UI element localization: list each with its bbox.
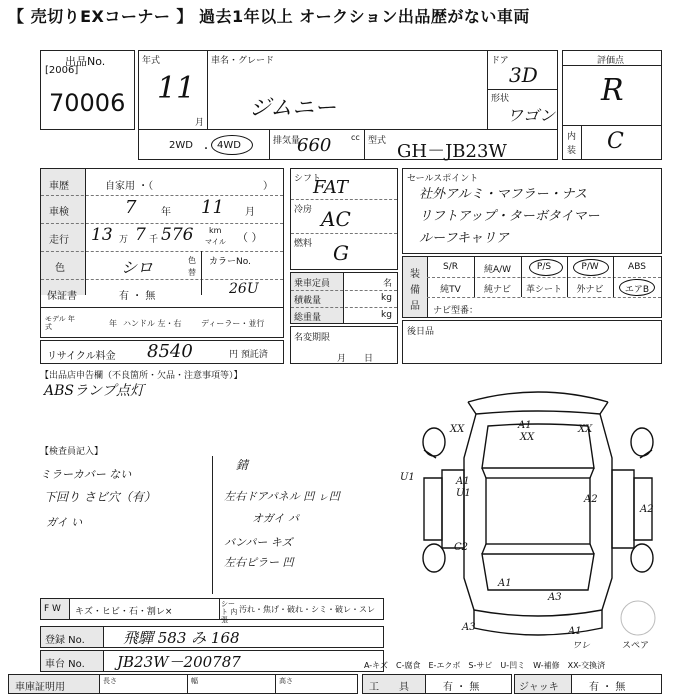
equip-tv: 純TV bbox=[440, 285, 461, 295]
mileage-unit-mile: マイル bbox=[205, 238, 226, 246]
jack-box bbox=[514, 674, 662, 694]
history-label: 車歴 bbox=[49, 181, 69, 192]
equip-leather: 革シート bbox=[525, 285, 562, 295]
diagram-mark-1: XX bbox=[450, 424, 465, 435]
lot-label: 出品No. bbox=[65, 55, 106, 68]
name-label: 車名・グレード bbox=[211, 56, 275, 66]
month-label: 月 bbox=[195, 118, 205, 128]
model-type-label: モデル 年式 bbox=[45, 315, 75, 331]
gross-label: 総重量 bbox=[294, 313, 322, 323]
chassis-box bbox=[40, 650, 384, 672]
middle-info-box bbox=[290, 168, 398, 270]
interior-value: C bbox=[607, 129, 624, 154]
capacity-box bbox=[290, 272, 398, 324]
diagram-mark-5: A1 bbox=[456, 476, 470, 487]
diagram-mark-4: XX bbox=[520, 432, 535, 443]
declaration-section bbox=[40, 368, 340, 408]
recycle-unit: 円 預託済 bbox=[229, 350, 268, 360]
sales-points-label: セールスポイント bbox=[407, 174, 479, 184]
model-label: 型式 bbox=[368, 136, 387, 146]
legend-text: A-キズ C-腐食 E-エクボ S-サビ U-凹ミ W-補修 XX-交換済 bbox=[364, 661, 606, 670]
diagram-mark-2: XX bbox=[578, 424, 593, 435]
diagram-mark-3: A1 bbox=[518, 420, 532, 431]
inspection-month-value: 11 bbox=[201, 197, 224, 218]
inspector-right-1: 錆 bbox=[236, 458, 249, 472]
gross-unit: kg bbox=[381, 310, 392, 320]
grade-box bbox=[562, 50, 662, 160]
load-label: 積載量 bbox=[294, 296, 322, 306]
lot-number-box bbox=[40, 50, 135, 130]
cert-label: 車庫証明用 bbox=[15, 682, 65, 693]
equip-navi: 純ナビ bbox=[483, 285, 511, 295]
model-type-handle: ハンドル 左・右 bbox=[123, 319, 182, 328]
load-unit: kg bbox=[381, 293, 392, 303]
color-no-label: カラーNo. bbox=[209, 257, 251, 267]
mileage-unit-km: km bbox=[209, 226, 222, 235]
jack-label: ジャッキ bbox=[519, 682, 559, 693]
inspection-year-unit: 年 bbox=[161, 207, 171, 218]
inspector-right-3: オガイ パ bbox=[252, 512, 299, 525]
year-label: 年式 bbox=[142, 56, 161, 66]
inspector-title: 【検査員記入】 bbox=[40, 447, 104, 457]
model-value: GH－JB23W bbox=[397, 141, 507, 162]
history-close: ） bbox=[263, 181, 273, 192]
model-type-dealer: ディーラー・並行 bbox=[201, 319, 265, 328]
diagram-mark-11: U1 bbox=[400, 472, 415, 483]
tools-label: 工 具 bbox=[369, 682, 409, 693]
back-date-label: 後日品 bbox=[407, 327, 435, 337]
warranty-value: 有 ・ 無 bbox=[119, 291, 156, 302]
equip-aw: 純A/W bbox=[483, 265, 512, 275]
diagram-mark-6: A2 bbox=[584, 494, 598, 505]
grade-label: 評価点 bbox=[597, 56, 625, 66]
diagram-mark-7: U1 bbox=[456, 488, 471, 499]
registration-value: 飛驒 583 み 168 bbox=[123, 629, 240, 647]
fuel-label: 燃料 bbox=[294, 239, 313, 249]
displacement-unit: cc bbox=[351, 133, 360, 142]
fw-box bbox=[40, 598, 384, 624]
tools-box bbox=[362, 674, 512, 694]
equip-navi-model: ナビ型番： bbox=[433, 306, 479, 316]
diagram-mark-12: A3 bbox=[462, 622, 476, 633]
mileage-man-value: 13 bbox=[91, 225, 113, 245]
passengers-label: 乗車定員 bbox=[294, 279, 331, 289]
header-bar bbox=[8, 4, 692, 30]
name-value: ジムニー bbox=[249, 96, 337, 121]
aircon-label: 冷房 bbox=[294, 205, 313, 215]
inspector-section bbox=[40, 444, 400, 594]
declaration-value: ABSランプ点灯 bbox=[44, 383, 144, 399]
model-type-year-unit: 年 bbox=[109, 319, 117, 328]
displacement-value: 660 bbox=[297, 135, 332, 156]
year-value: 11 bbox=[157, 71, 196, 106]
color-label: 色 bbox=[55, 263, 65, 274]
equip-sr: S/R bbox=[443, 262, 458, 272]
passengers-unit: 名 bbox=[383, 279, 393, 289]
equip-abs: ABS bbox=[628, 262, 646, 272]
inspection-label: 車検 bbox=[49, 207, 69, 218]
color-value: シロ bbox=[121, 258, 154, 277]
shape-value: ワゴン bbox=[507, 106, 556, 125]
inspector-right-4: バンパー キズ bbox=[224, 536, 293, 549]
equipment-label-3: 品 bbox=[410, 301, 420, 312]
inspector-left-3: ガイ い bbox=[46, 516, 83, 529]
shift-label: シフト bbox=[294, 174, 322, 184]
interior-label-2: 装 bbox=[567, 146, 577, 156]
sales-points-box bbox=[402, 168, 662, 254]
equip-ext-navi: 外ナビ bbox=[576, 285, 604, 295]
sales-points-line3: ルーフキャリア bbox=[419, 231, 509, 246]
cert-box bbox=[8, 674, 358, 694]
mileage-rest: 576 bbox=[161, 225, 194, 245]
equip-ps: P/S bbox=[536, 262, 552, 272]
diagram-spare: スペア bbox=[622, 641, 650, 651]
shape-label: 形状 bbox=[491, 94, 510, 104]
name-change-unit: 月 日 bbox=[337, 354, 374, 364]
shift-value: FAT bbox=[313, 177, 348, 198]
recycle-label: リサイクル料金 bbox=[47, 351, 116, 362]
fw-sheet-value: 汚れ・焦げ・破れ・シミ・破レ・スレ bbox=[239, 605, 375, 614]
inspector-left-2: 下回り さビ穴（有） bbox=[44, 490, 156, 504]
diagram-mark-8: C2 bbox=[454, 542, 469, 553]
equipment-label-1: 装 bbox=[410, 269, 420, 280]
doors-label: ドア bbox=[491, 56, 509, 66]
lot-number: 70006 bbox=[49, 89, 126, 117]
lot-year-tag: [2006] bbox=[45, 65, 79, 76]
recycle-value: 8540 bbox=[147, 341, 193, 362]
diagram-mark-15: A2 bbox=[640, 504, 654, 515]
fuel-value: G bbox=[333, 241, 349, 265]
diagram-mark-14: ワレ bbox=[572, 641, 591, 651]
equipment-label-2: 備 bbox=[410, 285, 420, 296]
color-no-value: 26U bbox=[229, 281, 259, 297]
inspector-left-1: ミラーカバー ない bbox=[40, 468, 132, 481]
displacement-label: 排気量 bbox=[273, 136, 301, 146]
recycle-box bbox=[40, 340, 284, 364]
chassis-label: 車台 No. bbox=[45, 659, 85, 670]
inspector-right-5: 左右ピラー 凹 bbox=[224, 556, 294, 569]
mileage-sen-unit: 千 bbox=[149, 235, 159, 245]
color-change-label-2: 替 bbox=[188, 268, 196, 277]
mileage-man-unit: 万 bbox=[119, 235, 129, 245]
diagram-mark-13: A1 bbox=[568, 626, 582, 637]
declaration-title: 【出品店申告欄（不良箇所・欠品・注意事項等）】 bbox=[40, 371, 243, 381]
drive-2wd: 2WD bbox=[169, 140, 193, 151]
aircon-value: AC bbox=[321, 207, 351, 231]
header-title: 【 売切りEXコーナー 】 過去1年以上 オークション出品歴がない車両 bbox=[8, 7, 530, 26]
mileage-sen-value: 7 bbox=[135, 225, 146, 245]
history-value: 自家用 ・（ bbox=[105, 181, 154, 192]
tools-value: 有 ・ 無 bbox=[443, 682, 480, 693]
inspector-right-2: 左右ドアパネル 凹 ㇾ凹 bbox=[224, 490, 340, 503]
left-info-box bbox=[40, 168, 284, 338]
diagram-mark-9: A1 bbox=[498, 578, 512, 589]
equip-pw: P/W bbox=[581, 262, 599, 272]
name-change-label: 名変期限 bbox=[294, 333, 331, 343]
mileage-label: 走行 bbox=[49, 235, 69, 246]
cert-width: 幅 bbox=[191, 677, 198, 685]
cert-height: 高さ bbox=[279, 677, 293, 685]
interior-label-1: 内 bbox=[567, 132, 577, 142]
mileage-paren: （ ） bbox=[237, 231, 263, 244]
jack-value: 有 ・ 無 bbox=[589, 682, 626, 693]
drive-4wd: 4WD bbox=[217, 140, 241, 151]
registration-box bbox=[40, 626, 384, 648]
equipment-box bbox=[402, 256, 662, 318]
doors-value: 3D bbox=[509, 63, 538, 87]
fw-label: F W bbox=[44, 604, 61, 614]
grade-value: R bbox=[601, 73, 624, 108]
back-date-box bbox=[402, 320, 662, 364]
car-info-box: 年式 11 月 車名・グレード ジムニー ドア 3D 形状 ワゴン 2WD ・ 4WD 排気量 660 cc 型式 GH－JB23W bbox=[138, 50, 558, 160]
chassis-value: JB23W－200787 bbox=[117, 653, 241, 671]
warranty-label: 保証書 bbox=[47, 291, 77, 302]
inspection-month-unit: 月 bbox=[245, 207, 255, 218]
fw-sheet-label: シート 内張 bbox=[221, 600, 238, 624]
diagram-mark-10: A3 bbox=[548, 592, 562, 603]
sales-points-line1: 社外アルミ・マフラー・ナス bbox=[419, 187, 587, 202]
fw-value: キズ・ヒビ・石・割レ× bbox=[75, 607, 173, 617]
cert-long: 長さ bbox=[103, 677, 117, 685]
name-change-box bbox=[290, 326, 398, 364]
registration-label: 登録 No. bbox=[45, 635, 85, 646]
equip-airbag: エアB bbox=[624, 285, 650, 295]
sales-points-line2: リフトアップ・ターボタイマー bbox=[419, 209, 600, 224]
inspection-year-value: 7 bbox=[125, 197, 137, 218]
color-change-label-1: 色 bbox=[188, 256, 196, 265]
